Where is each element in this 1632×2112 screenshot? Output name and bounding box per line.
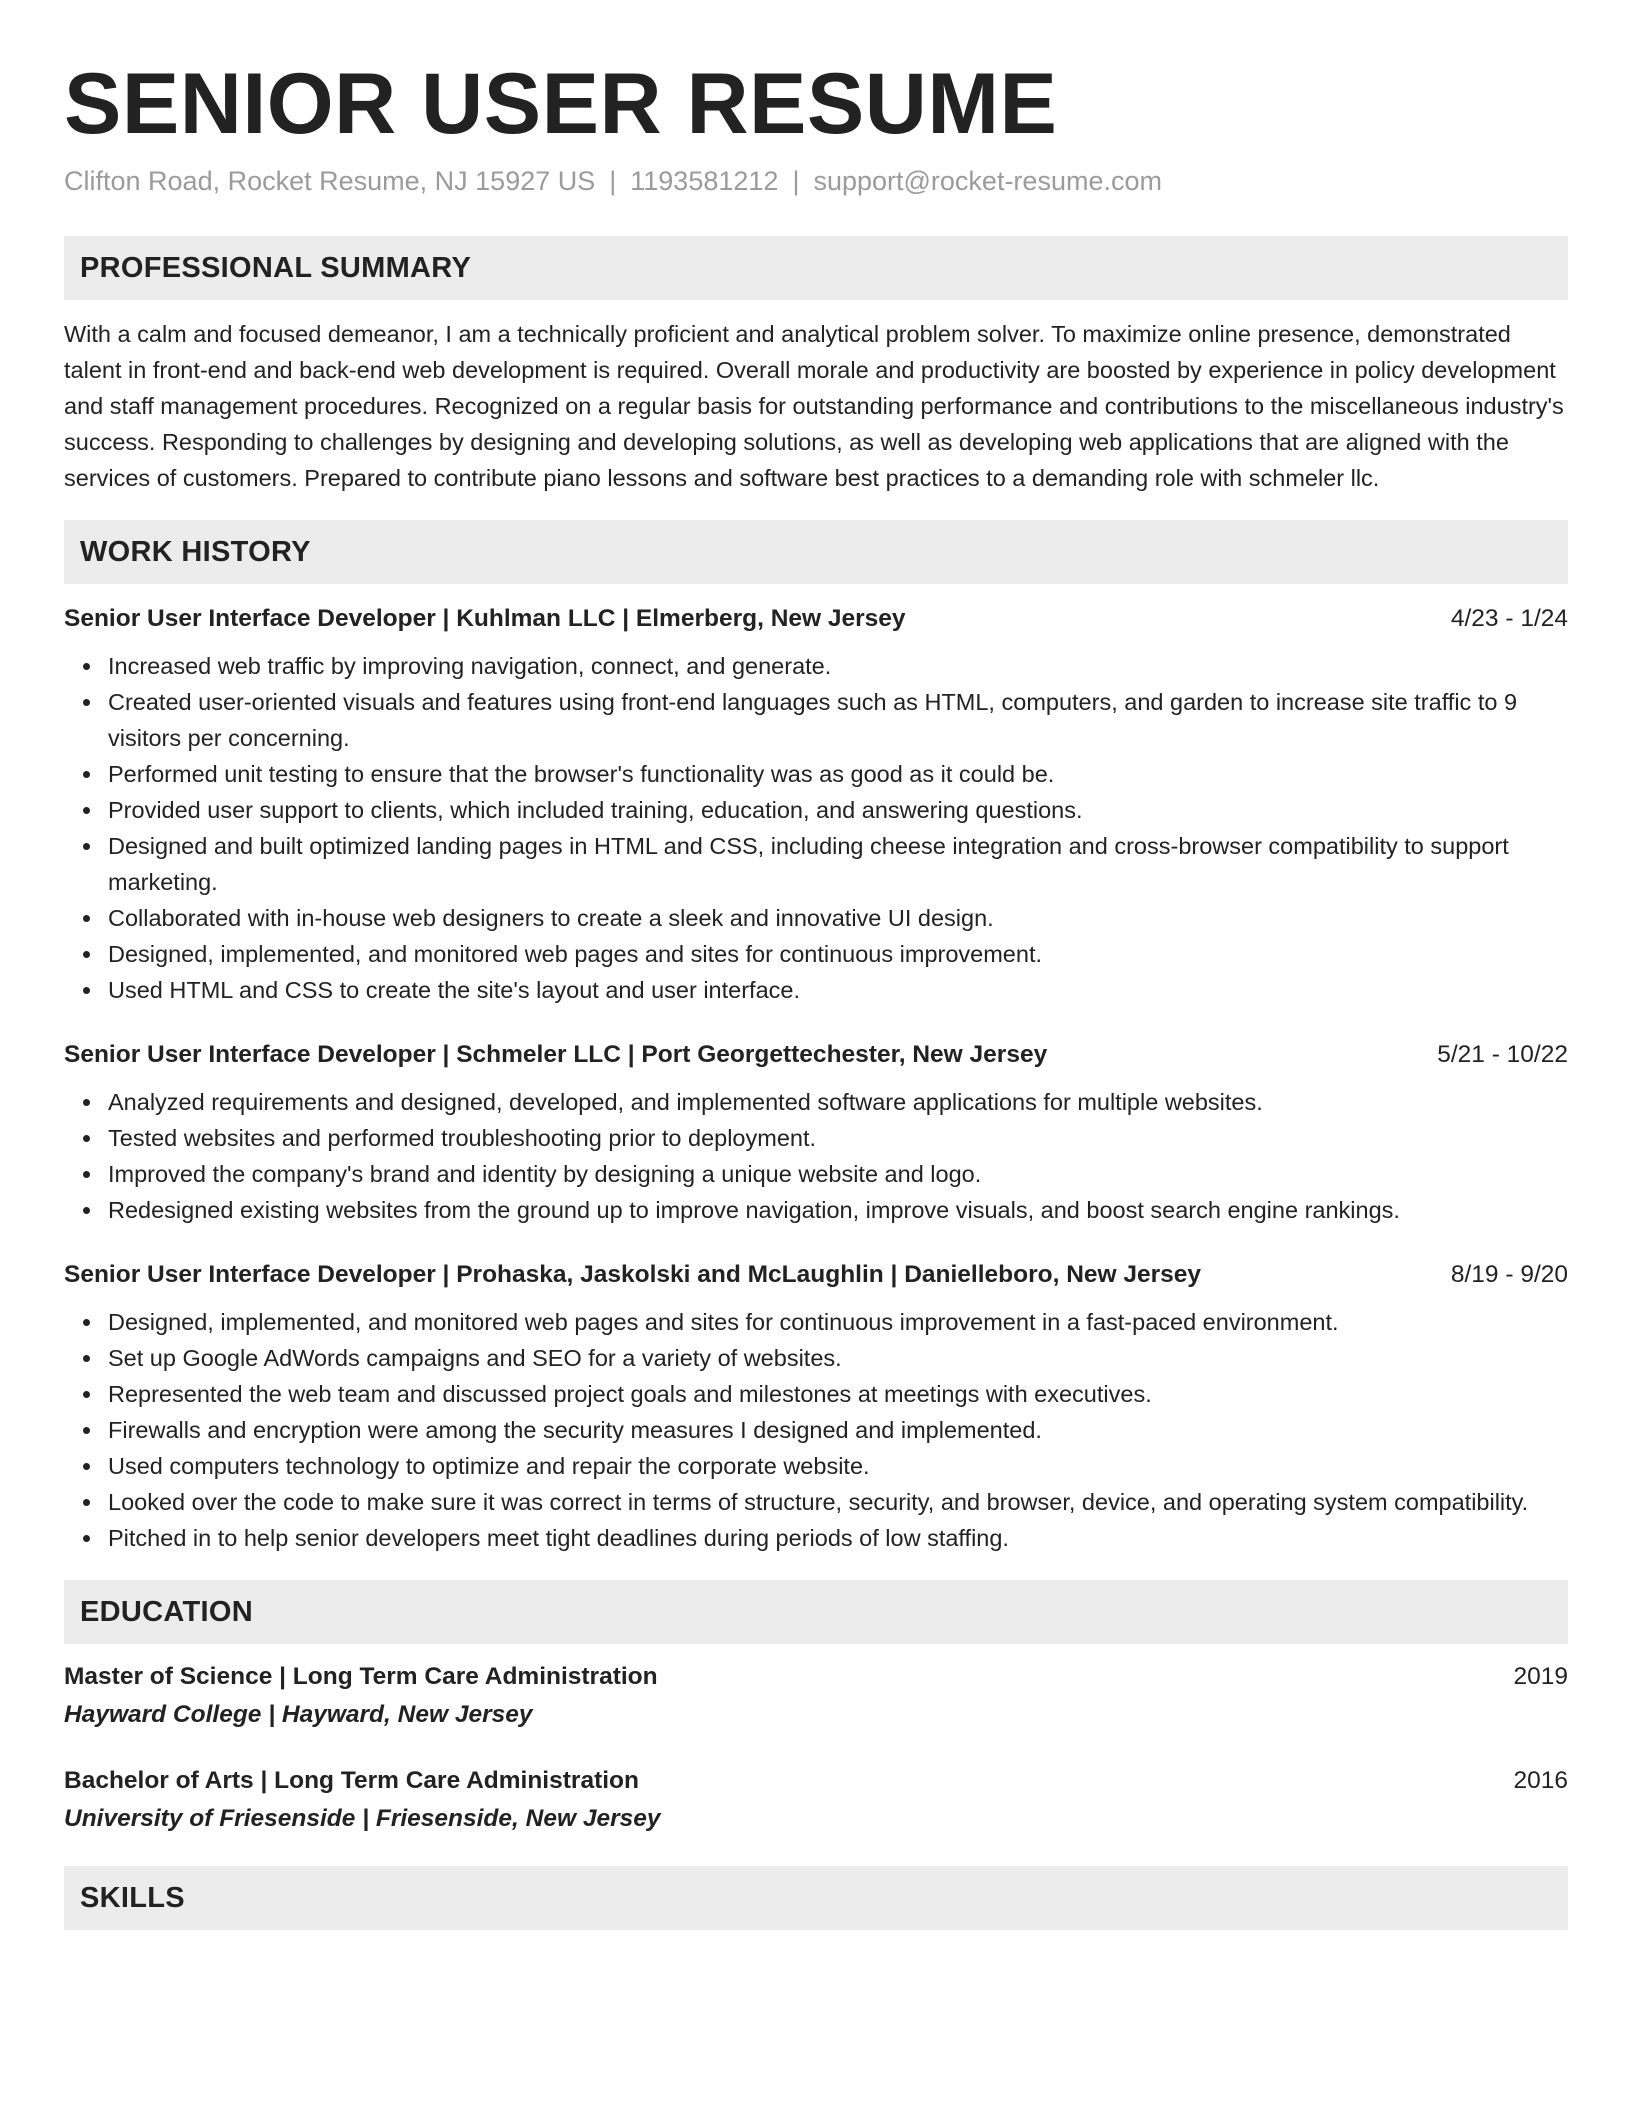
contact-line xyxy=(64,164,1568,198)
summary-heading: PROFESSIONAL SUMMARY xyxy=(64,236,1568,300)
contact-separator: | xyxy=(609,166,617,196)
job-entry xyxy=(64,602,1568,1008)
job-bullets xyxy=(64,648,1568,1008)
job-title: Senior User Interface Developer | Schmeler LLC | Port Georgettechester, New Jersey xyxy=(64,1041,1048,1068)
education-degree: Bachelor of Arts | Long Term Care Administration xyxy=(64,1767,639,1794)
job-bullet: Collaborated with in-house web designers to create a sleek and innovative UI design. xyxy=(108,900,1568,936)
job-title: Senior User Interface Developer | Prohaska, Jaskolski and McLaughlin | Danielleboro, New Jersey xyxy=(64,1261,1202,1288)
education-heading: EDUCATION xyxy=(64,1580,1568,1644)
job-bullet: Created user-oriented visuals and features using front-end languages such as HTML, computers, and garden to increase site traffic to 9 visitors per concerning. xyxy=(108,684,1568,756)
skills-heading: SKILLS xyxy=(64,1866,1568,1930)
job-entry xyxy=(64,1038,1568,1228)
job-bullet: Performed unit testing to ensure that the browser's functionality was as good as it could be. xyxy=(108,756,1568,792)
job-bullet: Designed and built optimized landing pages in HTML and CSS, including cheese integration and cross-browser compatibility to support marketing. xyxy=(108,828,1568,900)
contact-separator: | xyxy=(792,166,800,196)
job-bullet: Set up Google AdWords campaigns and SEO for a variety of websites. xyxy=(108,1340,1568,1376)
education-degree: Master of Science | Long Term Care Administration xyxy=(64,1663,658,1690)
job-bullet: Firewalls and encryption were among the security measures I designed and implemented. xyxy=(108,1412,1568,1448)
job-bullets xyxy=(64,1084,1568,1228)
job-bullets xyxy=(64,1304,1568,1556)
education-year: 2019 xyxy=(1513,1663,1568,1690)
job-bullet: Improved the company's brand and identity by designing a unique website and logo. xyxy=(108,1156,1568,1192)
contact-address: Clifton Road, Rocket Resume, NJ 15927 US xyxy=(64,166,596,196)
job-dates: 8/19 - 9/20 xyxy=(1450,1261,1568,1288)
job-bullet: Used computers technology to optimize and repair the corporate website. xyxy=(108,1448,1568,1484)
education-entry xyxy=(64,1660,1568,1732)
summary-text: With a calm and focused demeanor, I am a technically proficient and analytical problem solver. To maximize online presence, demonstrated talent in front-end and back-end web development is required. Overall morale and productivity are boosted by experience in policy development and staff management procedures. Recognized on a regular basis for outstanding performance and contributions to the miscellaneous industry's success. Responding to challenges by designing and developing solutions, as well as developing web applications that are aligned with the services of customers. Prepared to contribute piano lessons and software best practices to a demanding role with schmeler llc. xyxy=(64,321,1564,491)
job-dates: 5/21 - 10/22 xyxy=(1437,1041,1568,1068)
job-bullet: Analyzed requirements and designed, developed, and implemented software applications for multiple websites. xyxy=(108,1084,1568,1120)
resume-page xyxy=(64,0,1568,1930)
education-year: 2016 xyxy=(1513,1767,1568,1794)
job-title: Senior User Interface Developer | Kuhlman LLC | Elmerberg, New Jersey xyxy=(64,605,906,632)
education-school: University of Friesenside | Friesenside, New Jersey xyxy=(64,1805,661,1832)
job-bullet: Redesigned existing websites from the ground up to improve navigation, improve visuals, and boost search engine rankings. xyxy=(108,1192,1568,1228)
contact-email: support@rocket-resume.com xyxy=(813,166,1162,196)
job-bullet: Represented the web team and discussed project goals and milestones at meetings with executives. xyxy=(108,1376,1568,1412)
education-entry xyxy=(64,1764,1568,1836)
job-dates: 4/23 - 1/24 xyxy=(1450,605,1568,632)
job-bullet: Provided user support to clients, which included training, education, and answering questions. xyxy=(108,792,1568,828)
job-bullet: Tested websites and performed troubleshooting prior to deployment. xyxy=(108,1120,1568,1156)
job-entry xyxy=(64,1258,1568,1556)
contact-phone: 1193581212 xyxy=(630,166,779,196)
job-bullet: Pitched in to help senior developers meet tight deadlines during periods of low staffing. xyxy=(108,1520,1568,1556)
job-bullet: Increased web traffic by improving navigation, connect, and generate. xyxy=(108,648,1568,684)
job-bullet: Looked over the code to make sure it was correct in terms of structure, security, and browser, device, and operating system compatibility. xyxy=(108,1484,1568,1520)
education-school: Hayward College | Hayward, New Jersey xyxy=(64,1701,533,1728)
resume-name: SENIOR USER RESUME xyxy=(64,56,1058,152)
job-bullet: Used HTML and CSS to create the site's layout and user interface. xyxy=(108,972,1568,1008)
work-history-heading: WORK HISTORY xyxy=(64,520,1568,584)
job-bullet: Designed, implemented, and monitored web pages and sites for continuous improvement in a fast-paced environment. xyxy=(108,1304,1568,1340)
job-bullet: Designed, implemented, and monitored web pages and sites for continuous improvement. xyxy=(108,936,1568,972)
